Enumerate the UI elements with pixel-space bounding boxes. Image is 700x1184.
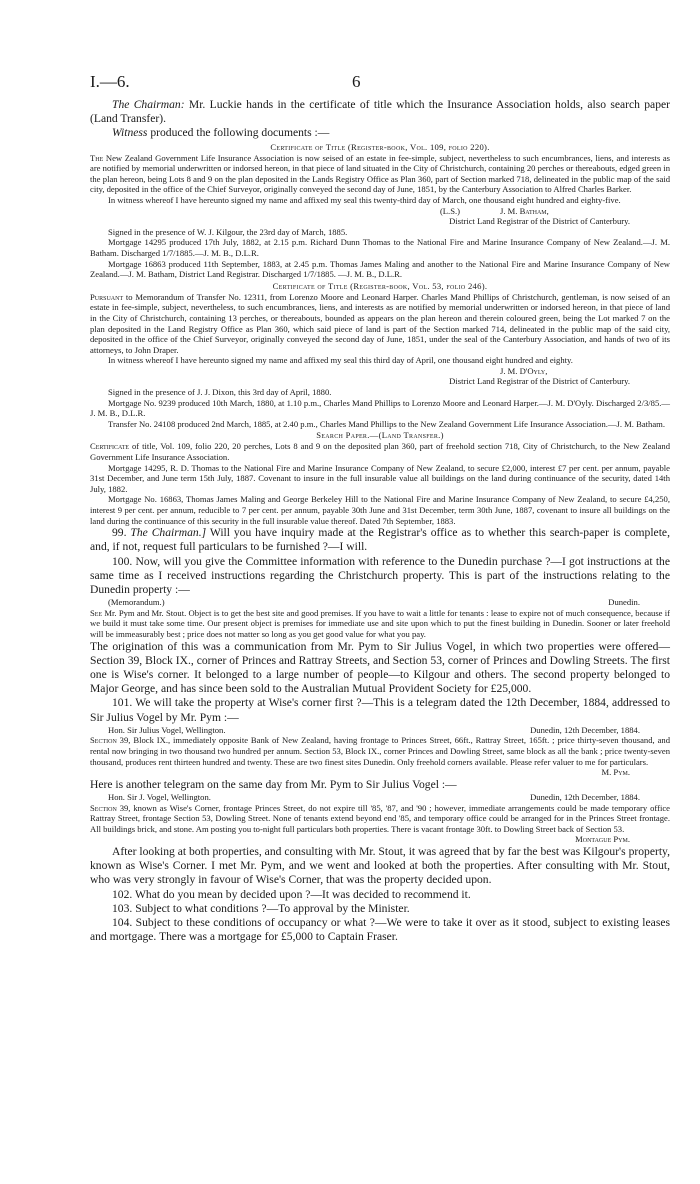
question-102: 102. What do you mean by decided upon ?—It was decided to recommend it. xyxy=(112,887,471,901)
telegram2-body xyxy=(90,803,670,835)
search-mortgage-1: Mortgage 14295, R. D. Thomas to the National Fire and Marine Insurance Company of New Zealand, to secure £2,000, interest £7 per cent. per annum, payable 31st December, and June term 15th July, 1887. Covenant to insure in the full insurable value all buildings on the land during continuance of the security, dated 14th July, 1882. xyxy=(90,462,670,494)
signatory: J. M. Batham, xyxy=(500,205,549,216)
cert1-signature xyxy=(90,206,670,217)
telegram2-header xyxy=(90,792,670,803)
telegram1-body xyxy=(90,735,670,767)
lead-word: Section xyxy=(90,735,117,746)
cert2-signatory-title: District Land Registrar of the District of Canterbury. xyxy=(449,376,630,387)
telegram-origin-date: Dunedin, 12th December, 1884. xyxy=(530,791,640,802)
paper-reference: I.—6. xyxy=(90,72,130,91)
cert2-mortgage: Mortgage No. 9239 produced 10th March, 1880, at 1.10 p.m., Charles Mand Phillips to Lorenzo Moore and Leonard Harper.—J. M. D'Oyly. Discharged 2/3/85.—J. M. B., D.L.R. xyxy=(90,397,670,419)
memo-place: Dunedin. xyxy=(608,597,640,608)
paragraph-text: Will you have inquiry made at the Registrar's office as to whether this search-paper is complete, and, if not, request full particulars to be furnished ?—I will. xyxy=(90,526,670,554)
cert1-witness: In witness whereof I have hereunto signed my name and affixed my seal this twenty-third day of March, one thousand eight hundred and eighty-five. xyxy=(108,194,621,205)
paragraph-text: Mr. Pym and Mr. Stout. Object is to get the best site and good premises. If you have to wait a little for tenants : lease to expire not of much consequence, because if we build it must take some time. Our present object is premises for immediate use and site upon which to put the finest building in Dunedin. Sooner or later freehold will be immeasurably best ; price does not matter so long as you get good value for what you pay. xyxy=(90,607,670,639)
document-page xyxy=(90,72,670,944)
witness-intro xyxy=(90,126,670,140)
paragraph-text: 39, Block IX., immediately opposite Bank of New Zealand, having frontage to Princes Street, 66ft., Rattray Street, 165ft. ; price thirty-seven thousand, and rental now bringing in two thousand two hundred per annum. Section 53, Block IX., corner Princes and Dowling Street, same block as all the bank ; price twenty-seven thousand, produces rent thirteen hundred and twenty. These are two finest sites Dunedin. Only freehold corners available. Please refer valuer to me for particulars. xyxy=(90,735,670,767)
cert2-transfer: Transfer No. 24108 produced 2nd March, 1885, at 2.40 p.m., Charles Mand Phillips to the New Zealand Government Life Insurance Association.—J. M. Batham. xyxy=(108,418,665,429)
question-104: 104. Subject to these conditions of occupancy or what ?—We were to take it over as it stood, subject to existing leases and mortgage. There was a mortgage for £5,000 to Captain Fraser. xyxy=(90,915,670,944)
paragraph-text: of title, Vol. 109, folio 220, 20 perches, Lots 8 and 9 on the deposited plan 360, part of freehold section 718, City of Christchurch, to the New Zealand Government Life Insurance Association. xyxy=(90,441,670,463)
question-number: 99. xyxy=(112,526,127,540)
cert2-heading: Certificate of Title (Register-book, Vol. 53, folio 246). xyxy=(272,280,488,291)
telegram1-signature: M. Pym. xyxy=(601,767,630,778)
question-101: 101. We will take the property at Wise's corner first ?—This is a telegram dated the 12th December, 1884, addressed to Sir Julius Vogel by Mr. Pym :— xyxy=(90,696,670,724)
lead-word: Pursuant xyxy=(90,291,124,302)
question-99 xyxy=(90,526,670,554)
cert1-mortgage-2: Mortgage 16863 produced 11th September, 1883, at 2.45 p.m. Thomas James Maling and another to the National Fire and Marine Insurance Company of New Zealand.—J. M. Batham, District Land Registrar. Discharged 1/7/1885. —J. M. B., D.L.R. xyxy=(90,258,670,280)
question-100: 100. Now, will you give the Committee information with reference to the Dunedin purchase ?—I got instructions at the same time as I received instructions regarding the Christchurch property. This is part of the instructions relating to the Dunedin property :— xyxy=(90,554,670,597)
paragraph-text: Mr. Luckie hands in the certificate of title which the Insurance Association holds, also search paper (Land Transfer). xyxy=(90,98,670,126)
question-103: 103. Subject to what conditions ?—To approval by the Minister. xyxy=(112,901,410,915)
origination-paragraph: The origination of this was a communication from Mr. Pym to Sir Julius Vogel, in which two properties were offered—Section 39, Block IX., corner of Princes and Rattray Streets, and Section 53, corner of Princes and Dowling Streets. The first one is Wise's corner. It belonged to a large number of people—to Kilgour and others. The second property belonged to Major George, and has since been sold to the Australian Mutual Provident Society for £25,000. xyxy=(90,639,670,696)
speaker: Witness xyxy=(112,126,148,140)
paragraph-text: to Memorandum of Transfer No. 12311, from Lorenzo Moore and Leonard Harper. Charles Mand Phillips of Christchurch, gentleman, is now seised of an estate in fee-simple, subject, nevertheless, to such encumbrances, liens, and interests as are notified by memorial underwritten or indorsed hereon, in that piece of land in the City of Christchurch, containing 13 perches, or thereabouts, bounded as appears on the plan hereon and therein coloured green, being the Lot marked 7 on the plan deposited in the Land Registry Office as Plan 360, which said piece of land is part of the Section marked 714, delineated in the public map of the said city, deposited in the office of the Chief Surveyor, originally conveyed the second day of June, 1851, under the seal of the Canterbury Association, and hands of two of its attorneys, to John Draper. xyxy=(90,291,670,355)
seal-mark: (L.S.) xyxy=(439,205,460,216)
cert1-body xyxy=(90,153,670,195)
telegram2-signature: Montague Pym. xyxy=(575,834,630,845)
lead-word: Certificate xyxy=(90,441,130,452)
chairman-intro xyxy=(90,98,670,126)
lead-word: The xyxy=(90,152,104,163)
signatory: J. M. D'Oyly, xyxy=(500,365,548,376)
memo-label: (Memorandum.) xyxy=(108,597,165,608)
lead-word: See xyxy=(90,607,103,618)
search-mortgage-2: Mortgage No. 16863, Thomas James Maling and George Berkeley Hill to the National Fire and Marine Insurance Company of New Zealand, to secure £4,250, interest 9 per cent. per annum, reducible to 7 per cent. per annum, payable 30th June and 31st December, term 30th June, 1887, covenant to insure all buildings on the land during the continuance of this security in the full insurable value thereof. Dated 7th September, 1883. xyxy=(90,494,670,526)
cert1-signatory-title: District Land Registrar of the District of Canterbury. xyxy=(449,216,630,227)
telegram-recipient: Hon. Sir J. Vogel, Wellington. xyxy=(108,791,211,802)
page-number: 6 xyxy=(352,72,361,91)
paragraph-text: 39, known as Wise's Corner, frontage Princes Street, do not expire till '85, '87, and '90 ; however, immediate arrangements could be made temporary office Rattray Street, frontage Section 53, Dowling Street. None of tenants extend beyond end '85, and temporary office could be arranged for in the Princes Street frontage. All buildings brick, and stone. Am posting you to-night full particulars both properties. There is vacant frontage 30ft. to Dowling Street back of Section 53. xyxy=(90,802,670,834)
cert2-body xyxy=(90,292,670,356)
speaker: The Chairman.] xyxy=(130,526,207,540)
paragraph-text: New Zealand Government Life Insurance Association is now seised of an estate in fee-simple, subject, nevertheless to such encumbrances, liens, and interests as are notified by memorial underwritten or indorsed hereon, in that piece of land situated in the City of Christchurch, containing 20 perches or thereabouts, edged green in the plan hereon, being Lots 8 and 9 on the plan deposited in the Lands Registry Office as Plan 360, part of Section marked 718, delineated in the public map of the said city, deposited in the office of the Chief Surveyor, originally conveyed the second day of June, 1851, by the Canterbury Association to Alfred Charles Barker. xyxy=(90,152,670,195)
after-looking-paragraph: After looking at both properties, and consulting with Mr. Stout, it was agreed that by far the best was Kilgour's property, known as Wise's Corner. I met Mr. Pym, and we went and looked at both the properties. After consulting with Mr. Stout, who was very strongly in favour of Wise's Corner, that was the property decided upon. xyxy=(90,844,670,887)
another-telegram-intro: Here is another telegram on the same day from Mr. Pym to Sir Julius Vogel :— xyxy=(90,777,457,791)
cert2-signature xyxy=(90,366,670,377)
cert2-signed: Signed in the presence of J. J. Dixon, this 3rd day of April, 1880. xyxy=(108,387,332,398)
telegram-origin-date: Dunedin, 12th December, 1884. xyxy=(530,724,640,735)
memo-body xyxy=(90,608,670,640)
cert1-signed: Signed in the presence of W. J. Kilgour, the 23rd day of March, 1885. xyxy=(108,226,348,237)
cert1-heading: Certificate of Title (Register-book, Vol. 109, folio 220). xyxy=(270,141,490,152)
page-header xyxy=(90,72,670,98)
telegram-recipient: Hon. Sir Julius Vogel, Wellington. xyxy=(108,724,226,735)
search-heading: Search Paper.—(Land Transfer.) xyxy=(316,430,444,441)
paragraph-text: produced the following documents :— xyxy=(147,126,330,140)
search-body xyxy=(90,441,670,462)
memo-header xyxy=(90,597,670,608)
speaker: The Chairman: xyxy=(112,98,185,111)
cert2-witness: In witness whereof I have hereunto signed my name and affixed my seal this third day of April, one thousand eight hundred and eighty. xyxy=(108,355,573,366)
cert1-mortgage-1: Mortgage 14295 produced 17th July, 1882, at 2.15 p.m. Richard Dunn Thomas to the National Fire and Marine Insurance Company of New Zealand.—J. M. Batham. Discharged 1/7/1885.—J. M. B., D.L.R. xyxy=(90,237,670,258)
lead-word: Section xyxy=(90,802,117,813)
telegram1-header xyxy=(90,725,670,736)
